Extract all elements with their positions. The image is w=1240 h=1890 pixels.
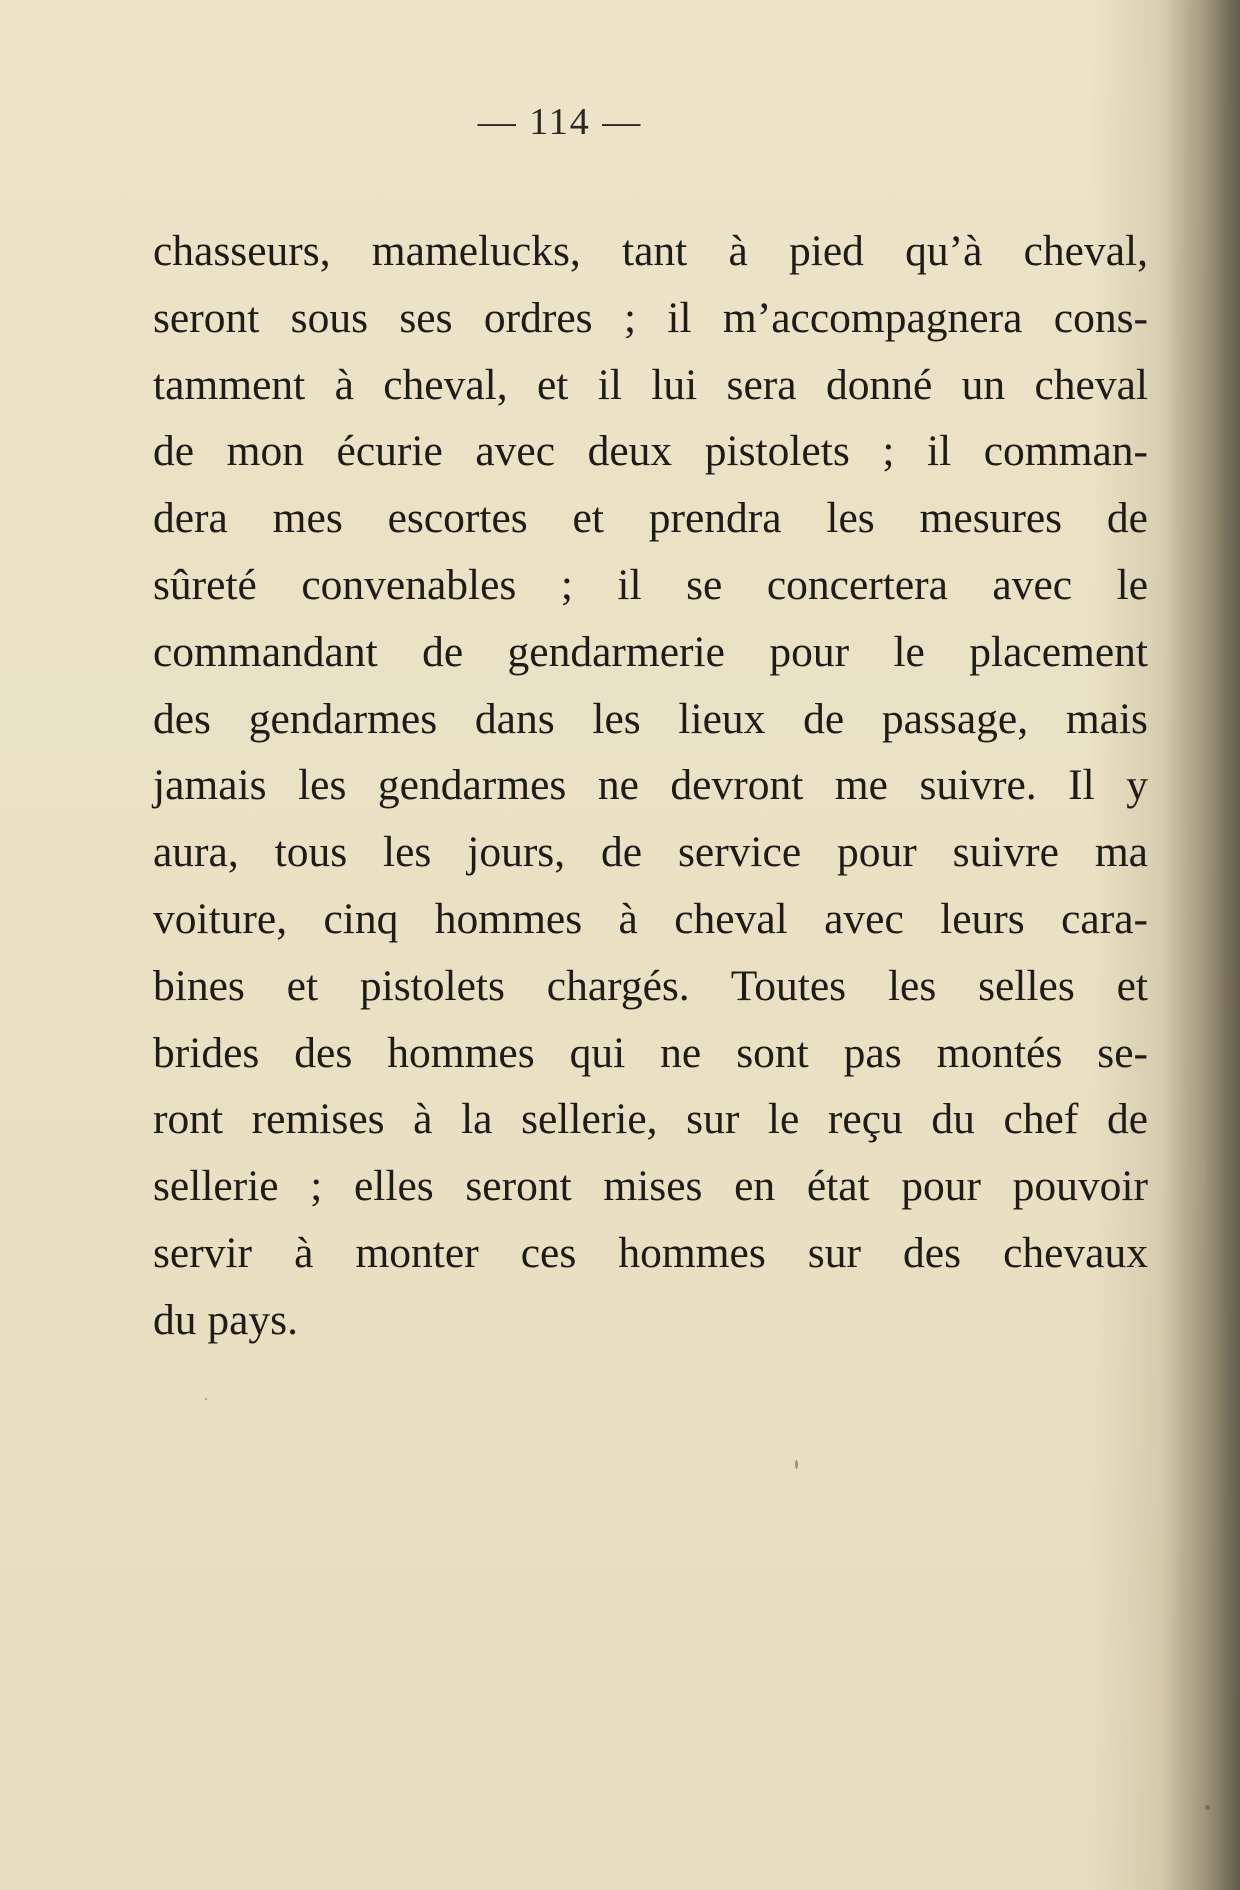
text-line: voiture, cinq hommes à cheval avec leurs cara- — [153, 894, 1148, 943]
text-line: bines et pistolets chargés. Toutes les selles et — [153, 961, 1148, 1010]
paper-speck — [795, 1460, 798, 1469]
text-line: aura, tous les jours, de service pour suivre ma — [153, 828, 1148, 877]
paper-speck — [1205, 1805, 1210, 1810]
text-line: chasseurs, mamelucks, tant à pied qu’à cheval, — [153, 227, 1148, 275]
text-line: de mon écurie avec deux pistolets ; il comman- — [153, 427, 1148, 476]
text-line: des gendarmes dans les lieux de passage, mais — [153, 694, 1148, 743]
text-line: ront remises à la sellerie, sur le reçu du chef de — [153, 1095, 1148, 1144]
text-line: dera mes escortes et prendra les mesures de — [153, 494, 1148, 543]
text-line: commandant de gendarmerie pour le placement — [153, 627, 1148, 676]
text-line: sellerie ; elles seront mises en état pour pouvoir — [153, 1162, 1148, 1211]
page-edge-shadow — [1160, 0, 1240, 1890]
text-line: seront sous ses ordres ; il m’accompagnera cons- — [153, 293, 1148, 342]
text-line: du pays. — [153, 1295, 298, 1344]
text-line: sûreté convenables ; il se concertera avec le — [153, 560, 1148, 609]
text-line: jamais les gendarmes ne devront me suivre. Il y — [153, 761, 1148, 810]
text-line: servir à monter ces hommes sur des chevaux — [153, 1228, 1148, 1277]
page-number: — 114 — — [477, 101, 643, 143]
body-text — [153, 218, 1148, 1354]
text-line: tamment à cheval, et il lui sera donné un cheval — [153, 360, 1148, 409]
paper-speck — [205, 1398, 207, 1400]
text-line: brides des hommes qui ne sont pas montés se- — [153, 1028, 1148, 1077]
